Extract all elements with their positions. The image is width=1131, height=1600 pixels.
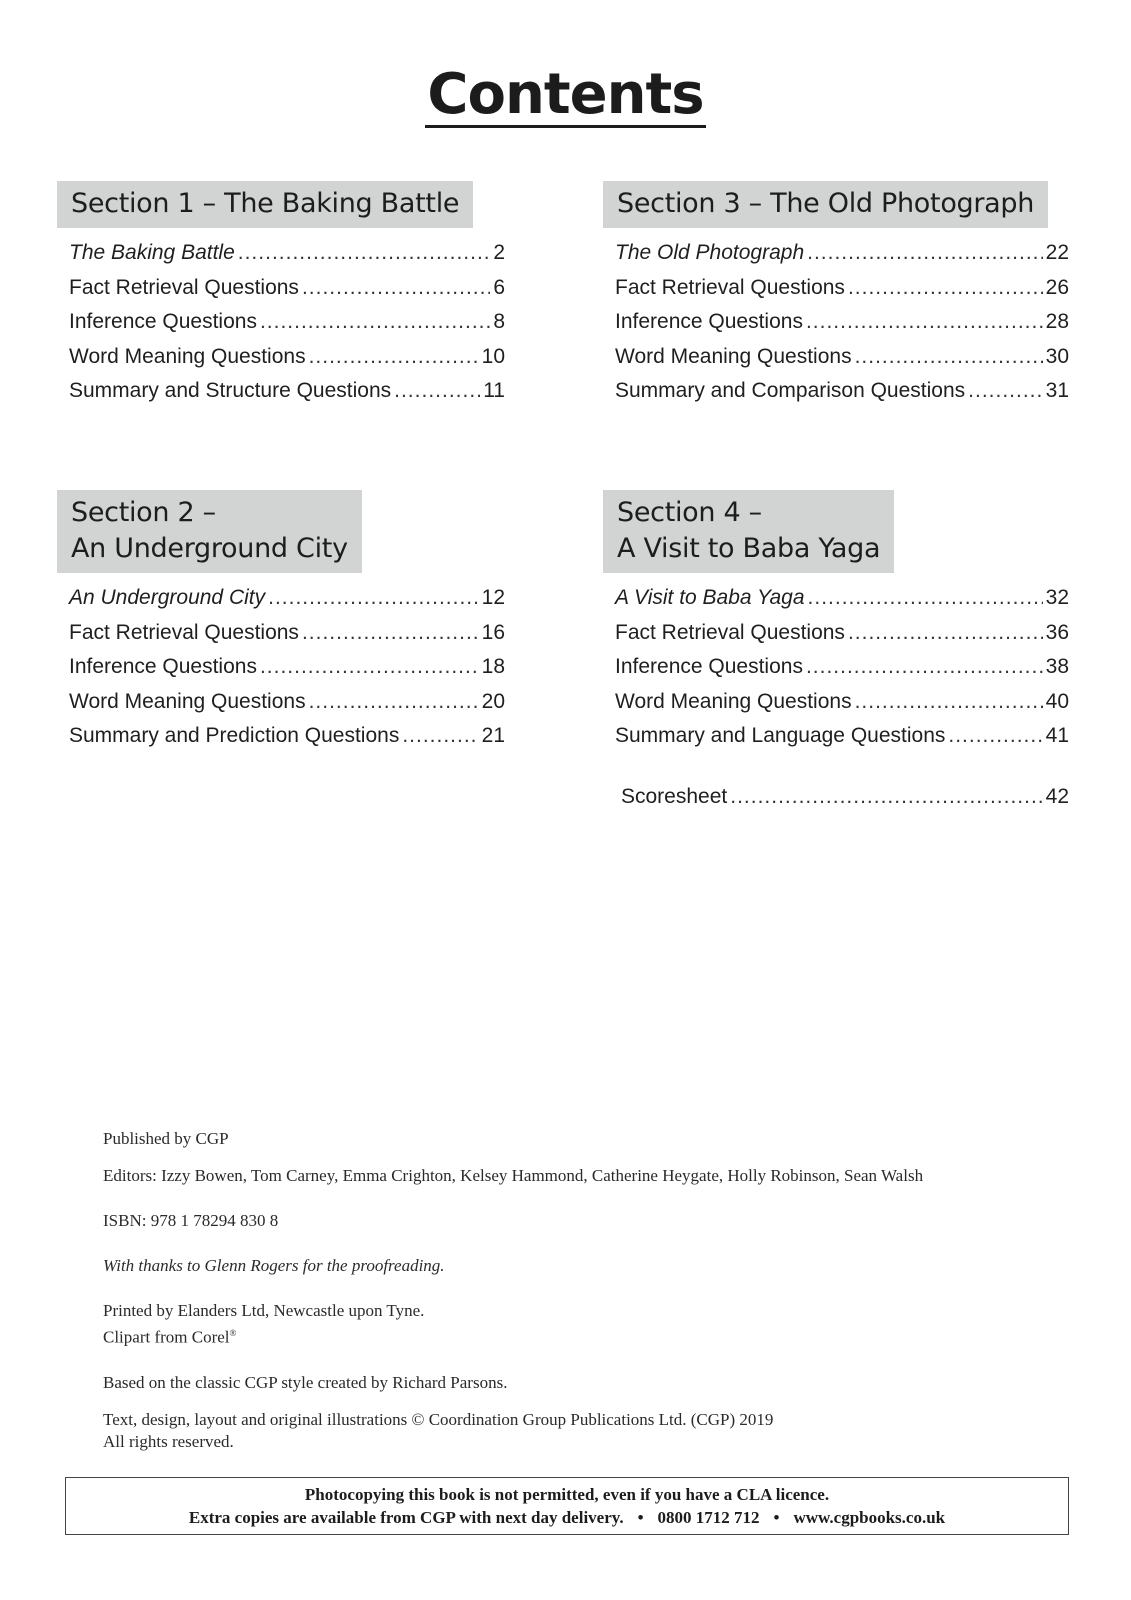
toc-entry[interactable]: Summary and Language Questions ..... 41 — [615, 719, 1069, 754]
toc-entry[interactable]: Summary and Structure Questions ..... 11 — [69, 374, 505, 409]
notice-line-2: Extra copies are available from CGP with next day delivery. • 0800 1712 712 • www.cgpbooks.co.uk — [188, 1508, 946, 1527]
toc-list — [57, 581, 505, 754]
copyright: Text, design, layout and original illustrations © Coordination Group Publications Ltd. (CGP) 2019 — [103, 1409, 774, 1429]
toc-entry[interactable]: Word Meaning Questions ..... 30 — [615, 340, 1069, 375]
printed-by: Printed by Elanders Ltd, Newcastle upon Tyne. — [103, 1301, 425, 1320]
phone-number: 0800 1712 712 — [657, 1508, 760, 1527]
toc-list — [57, 236, 505, 409]
toc-entry[interactable]: Fact Retrieval Questions ..... 16 — [69, 616, 505, 651]
based-on: Based on the classic CGP style created by Richard Parsons. — [103, 1372, 508, 1392]
section-heading: Section 1 – The Baking Battle — [57, 181, 473, 228]
imprint — [103, 1128, 1063, 1453]
scoresheet-row — [621, 780, 1069, 815]
photocopy-notice — [65, 1477, 1069, 1535]
toc-entry[interactable]: Fact Retrieval Questions ..... 36 — [615, 616, 1069, 651]
toc-entry[interactable]: The Old Photograph ..... 22 — [615, 236, 1069, 271]
notice-line-1: Photocopying this book is not permitted, even if you have a CLA licence. — [304, 1485, 830, 1504]
toc-list — [603, 581, 1069, 754]
clipart-credit: Clipart from Corel® — [103, 1327, 237, 1347]
isbn: ISBN: 978 1 78294 830 8 — [103, 1211, 279, 1230]
toc-entry[interactable]: Word Meaning Questions ..... 10 — [69, 340, 505, 375]
editors: Editors: Izzy Bowen, Tom Carney, Emma Crighton, Kelsey Hammond, Catherine Heygate, Holly Robinson, Sean Walsh — [103, 1166, 924, 1185]
registered-mark: ® — [229, 1328, 237, 1338]
toc-entry[interactable]: A Visit to Baba Yaga ..... 32 — [615, 581, 1069, 616]
toc-entry[interactable]: An Underground City ..... 12 — [69, 581, 505, 616]
toc-entry[interactable]: Fact Retrieval Questions ..... 6 — [69, 271, 505, 306]
section-3 — [603, 181, 1069, 409]
published-by: Published by CGP — [103, 1129, 229, 1148]
toc-entry[interactable]: The Baking Battle ..... 2 — [69, 236, 505, 271]
toc-entry[interactable]: Fact Retrieval Questions ..... 26 — [615, 271, 1069, 306]
toc-entry[interactable]: Inference Questions ..... 28 — [615, 305, 1069, 340]
toc-entry[interactable]: Inference Questions ..... 8 — [69, 305, 505, 340]
bullet-separator: • — [637, 1508, 644, 1527]
toc-entry[interactable]: Word Meaning Questions ..... 40 — [615, 685, 1069, 720]
toc-entry[interactable]: Summary and Comparison Questions ..... 31 — [615, 374, 1069, 409]
toc-entry[interactable]: Word Meaning Questions ..... 20 — [69, 685, 505, 720]
thanks: With thanks to Glenn Rogers for the proofreading. — [103, 1256, 445, 1275]
section-4 — [603, 490, 1069, 754]
section-heading: Section 2 – An Underground City — [57, 490, 362, 573]
rights: All rights reserved. — [103, 1431, 234, 1451]
toc-entry-scoresheet[interactable]: Scoresheet ..... 42 — [621, 780, 1069, 815]
website-link[interactable]: www.cgpbooks.co.uk — [793, 1508, 946, 1527]
page-title: Contents — [427, 62, 704, 127]
section-2 — [57, 490, 505, 754]
section-heading: Section 3 – The Old Photograph — [603, 181, 1048, 228]
toc-entry[interactable]: Inference Questions ..... 18 — [69, 650, 505, 685]
bullet-separator: • — [773, 1508, 780, 1527]
section-1 — [57, 181, 505, 409]
toc-entry[interactable]: Inference Questions ..... 38 — [615, 650, 1069, 685]
section-heading: Section 4 – A Visit to Baba Yaga — [603, 490, 894, 573]
toc-list — [603, 236, 1069, 409]
toc-entry[interactable]: Summary and Prediction Questions ..... 21 — [69, 719, 505, 754]
